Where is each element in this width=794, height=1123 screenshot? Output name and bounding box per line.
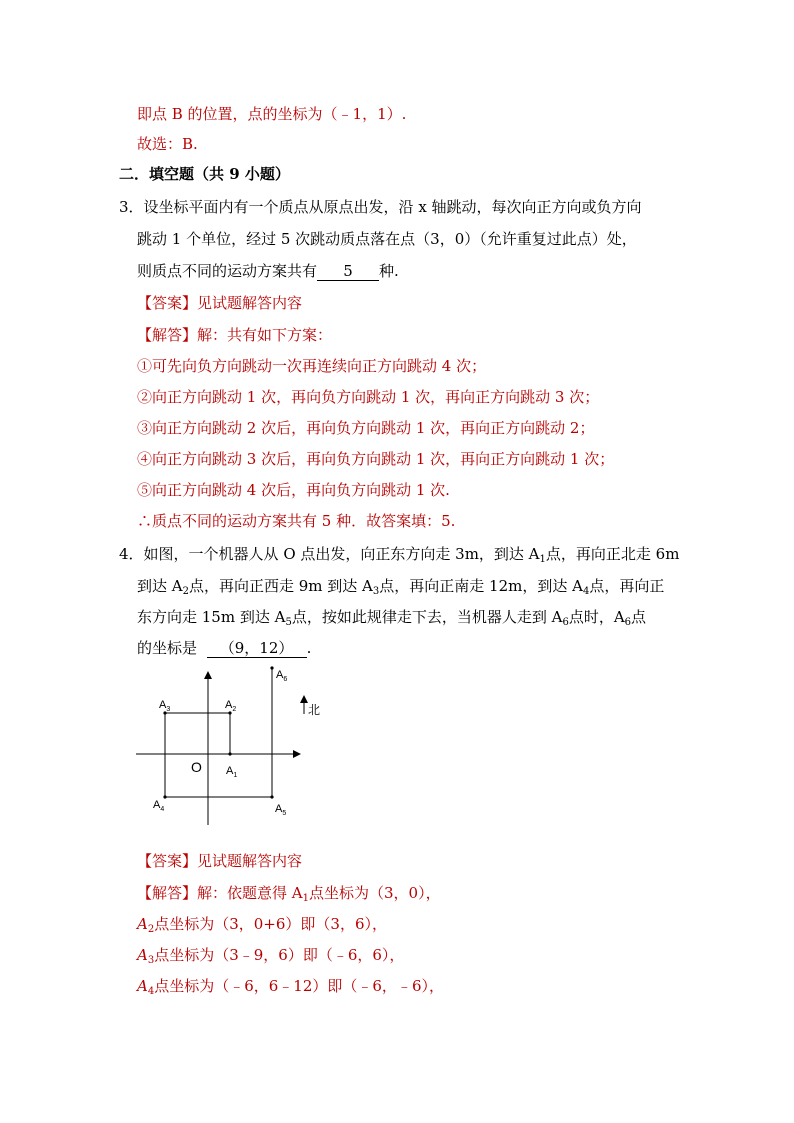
point-a5 — [270, 795, 273, 798]
robot-path-diagram — [134, 660, 334, 830]
label-a2: $A_2$ — [225, 699, 237, 713]
question-4-text: 4．如图，一个机器人从 O 点出发，向正东方向走 3m，到达 $A_1$点，再向正北走 6m — [119, 545, 680, 565]
solution-step: ⑤向正方向跳动 4 次后，再向负方向跳动 1 次. — [137, 481, 450, 499]
solution-step: $A_3$点坐标为（3﹣9，6）即（﹣6，6）， — [137, 946, 405, 966]
question-4-text: 东方向走 15m 到达 $A_5$点，按如此规律走下去，当机器人走到 $A_6$点时，$A_6$点 — [137, 608, 647, 628]
label-north: 北 — [308, 703, 321, 717]
label-a3: $A_3$ — [159, 699, 171, 713]
point-a6 — [270, 666, 273, 669]
point-a4 — [163, 795, 166, 798]
question-3-text: 3．设坐标平面内有一个质点从原点出发，沿 x 轴跳动，每次向正方向或负方向 — [119, 198, 642, 216]
solution-step: $A_4$点坐标为（﹣6，6﹣12）即（﹣6，﹣6）， — [137, 977, 444, 997]
label-a6: $A_6$ — [276, 669, 288, 683]
label-a5: $A_5$ — [275, 803, 287, 817]
robot-path — [165, 668, 272, 797]
question-4-text: 到达 $A_2$点，再向正西走 9m 到达 $A_3$点，再向正南走 12m，到达 $A_4$点，再向正 — [137, 577, 665, 597]
solution-step: ③向正方向跳动 2 次后，再向负方向跳动 1 次，再向正方向跳动 2； — [137, 419, 595, 437]
answer-blank: （9，12） — [207, 639, 307, 658]
solution-step: ②向正方向跳动 1 次，再向负方向跳动 1 次，再向正方向跳动 3 次； — [137, 388, 600, 406]
solution-line: 故选：B. — [137, 135, 198, 153]
solution-line: 即点 B 的位置，点的坐标为（﹣1，1）. — [137, 105, 407, 123]
solution-step: ①可先向负方向跳动一次再连续向正方向跳动 4 次； — [137, 357, 487, 375]
answer-label: 【答案】见试题解答内容 — [137, 294, 303, 312]
question-4-text: 的坐标是 （9，12） . — [137, 639, 312, 657]
answer-label: 【答案】见试题解答内容 — [137, 852, 303, 870]
point-a1 — [228, 752, 231, 755]
solution-label: 【解答】解：依题意得 $A_1$点坐标为（3，0）， — [137, 884, 441, 904]
solution-step: ④向正方向跳动 3 次后，再向负方向跳动 1 次，再向正方向跳动 1 次； — [137, 450, 615, 468]
section-heading: 二．填空题（共 9 小题） — [119, 165, 290, 183]
answer-blank: 5 — [317, 262, 379, 281]
solution-label: 【解答】解：共有如下方案： — [137, 326, 333, 344]
solution-step: $A_2$点坐标为（3，0+6）即（3，6）， — [137, 915, 388, 935]
label-a1: $A_1$ — [226, 765, 238, 779]
question-3-text: 则质点不同的运动方案共有 5 种. — [137, 262, 399, 280]
label-a4: $A_4$ — [153, 799, 165, 813]
solution-conclusion: ∴质点不同的运动方案共有 5 种．故答案填：5. — [137, 512, 456, 530]
point-a2 — [228, 711, 231, 714]
question-3-text: 跳动 1 个单位，经过 5 次跳动质点落在点（3，0）（允许重复过此点）处， — [137, 230, 637, 248]
label-origin: O — [191, 759, 202, 775]
